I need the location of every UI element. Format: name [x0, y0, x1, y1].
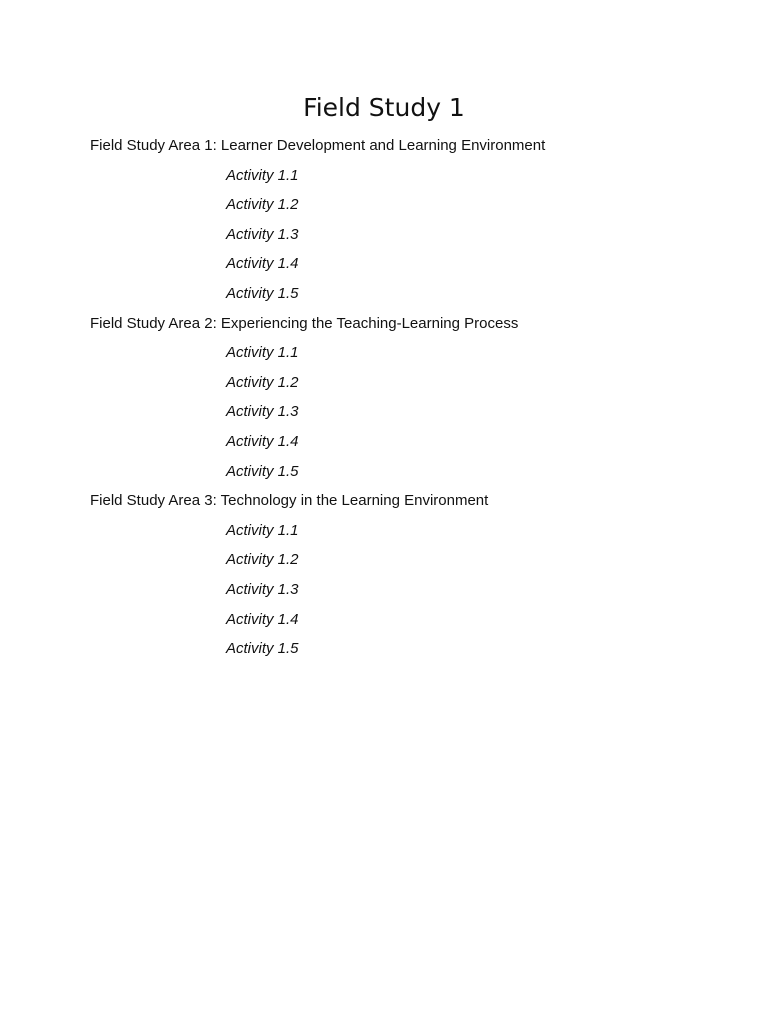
activity-item: Activity 1.4 — [226, 255, 299, 273]
activity-item: Activity 1.3 — [226, 403, 299, 421]
area-heading: Field Study Area 1: Learner Development and Learning Environment — [90, 137, 546, 154]
area-heading: Field Study Area 2: Experiencing the Teaching-Learning Process — [90, 314, 519, 332]
activity-item: Activity 1.4 — [226, 432, 299, 450]
activity-item: Activity 1.5 — [226, 462, 299, 480]
activity-item: Activity 1.1 — [226, 521, 299, 539]
activity-item: Activity 1.1 — [226, 166, 299, 184]
activity-item: Activity 1.3 — [226, 225, 299, 243]
activity-item: Activity 1.2 — [226, 196, 299, 214]
activity-item: Activity 1.5 — [226, 284, 299, 302]
field-study-area-1 — [90, 131, 730, 309]
activity-item: Activity 1.5 — [226, 640, 299, 658]
activity-item: Activity 1.2 — [226, 551, 299, 569]
activity-item: Activity 1.1 — [226, 344, 299, 362]
activity-item: Activity 1.4 — [226, 610, 299, 628]
field-study-area-3 — [90, 486, 730, 664]
document-title: Field Study 1 — [303, 93, 465, 122]
activity-item: Activity 1.3 — [226, 580, 299, 598]
document-body — [90, 131, 730, 664]
area-heading: Field Study Area 3: Technology in the Learning Environment — [90, 492, 489, 510]
field-study-area-2 — [90, 309, 730, 487]
activity-item: Activity 1.2 — [226, 373, 299, 391]
